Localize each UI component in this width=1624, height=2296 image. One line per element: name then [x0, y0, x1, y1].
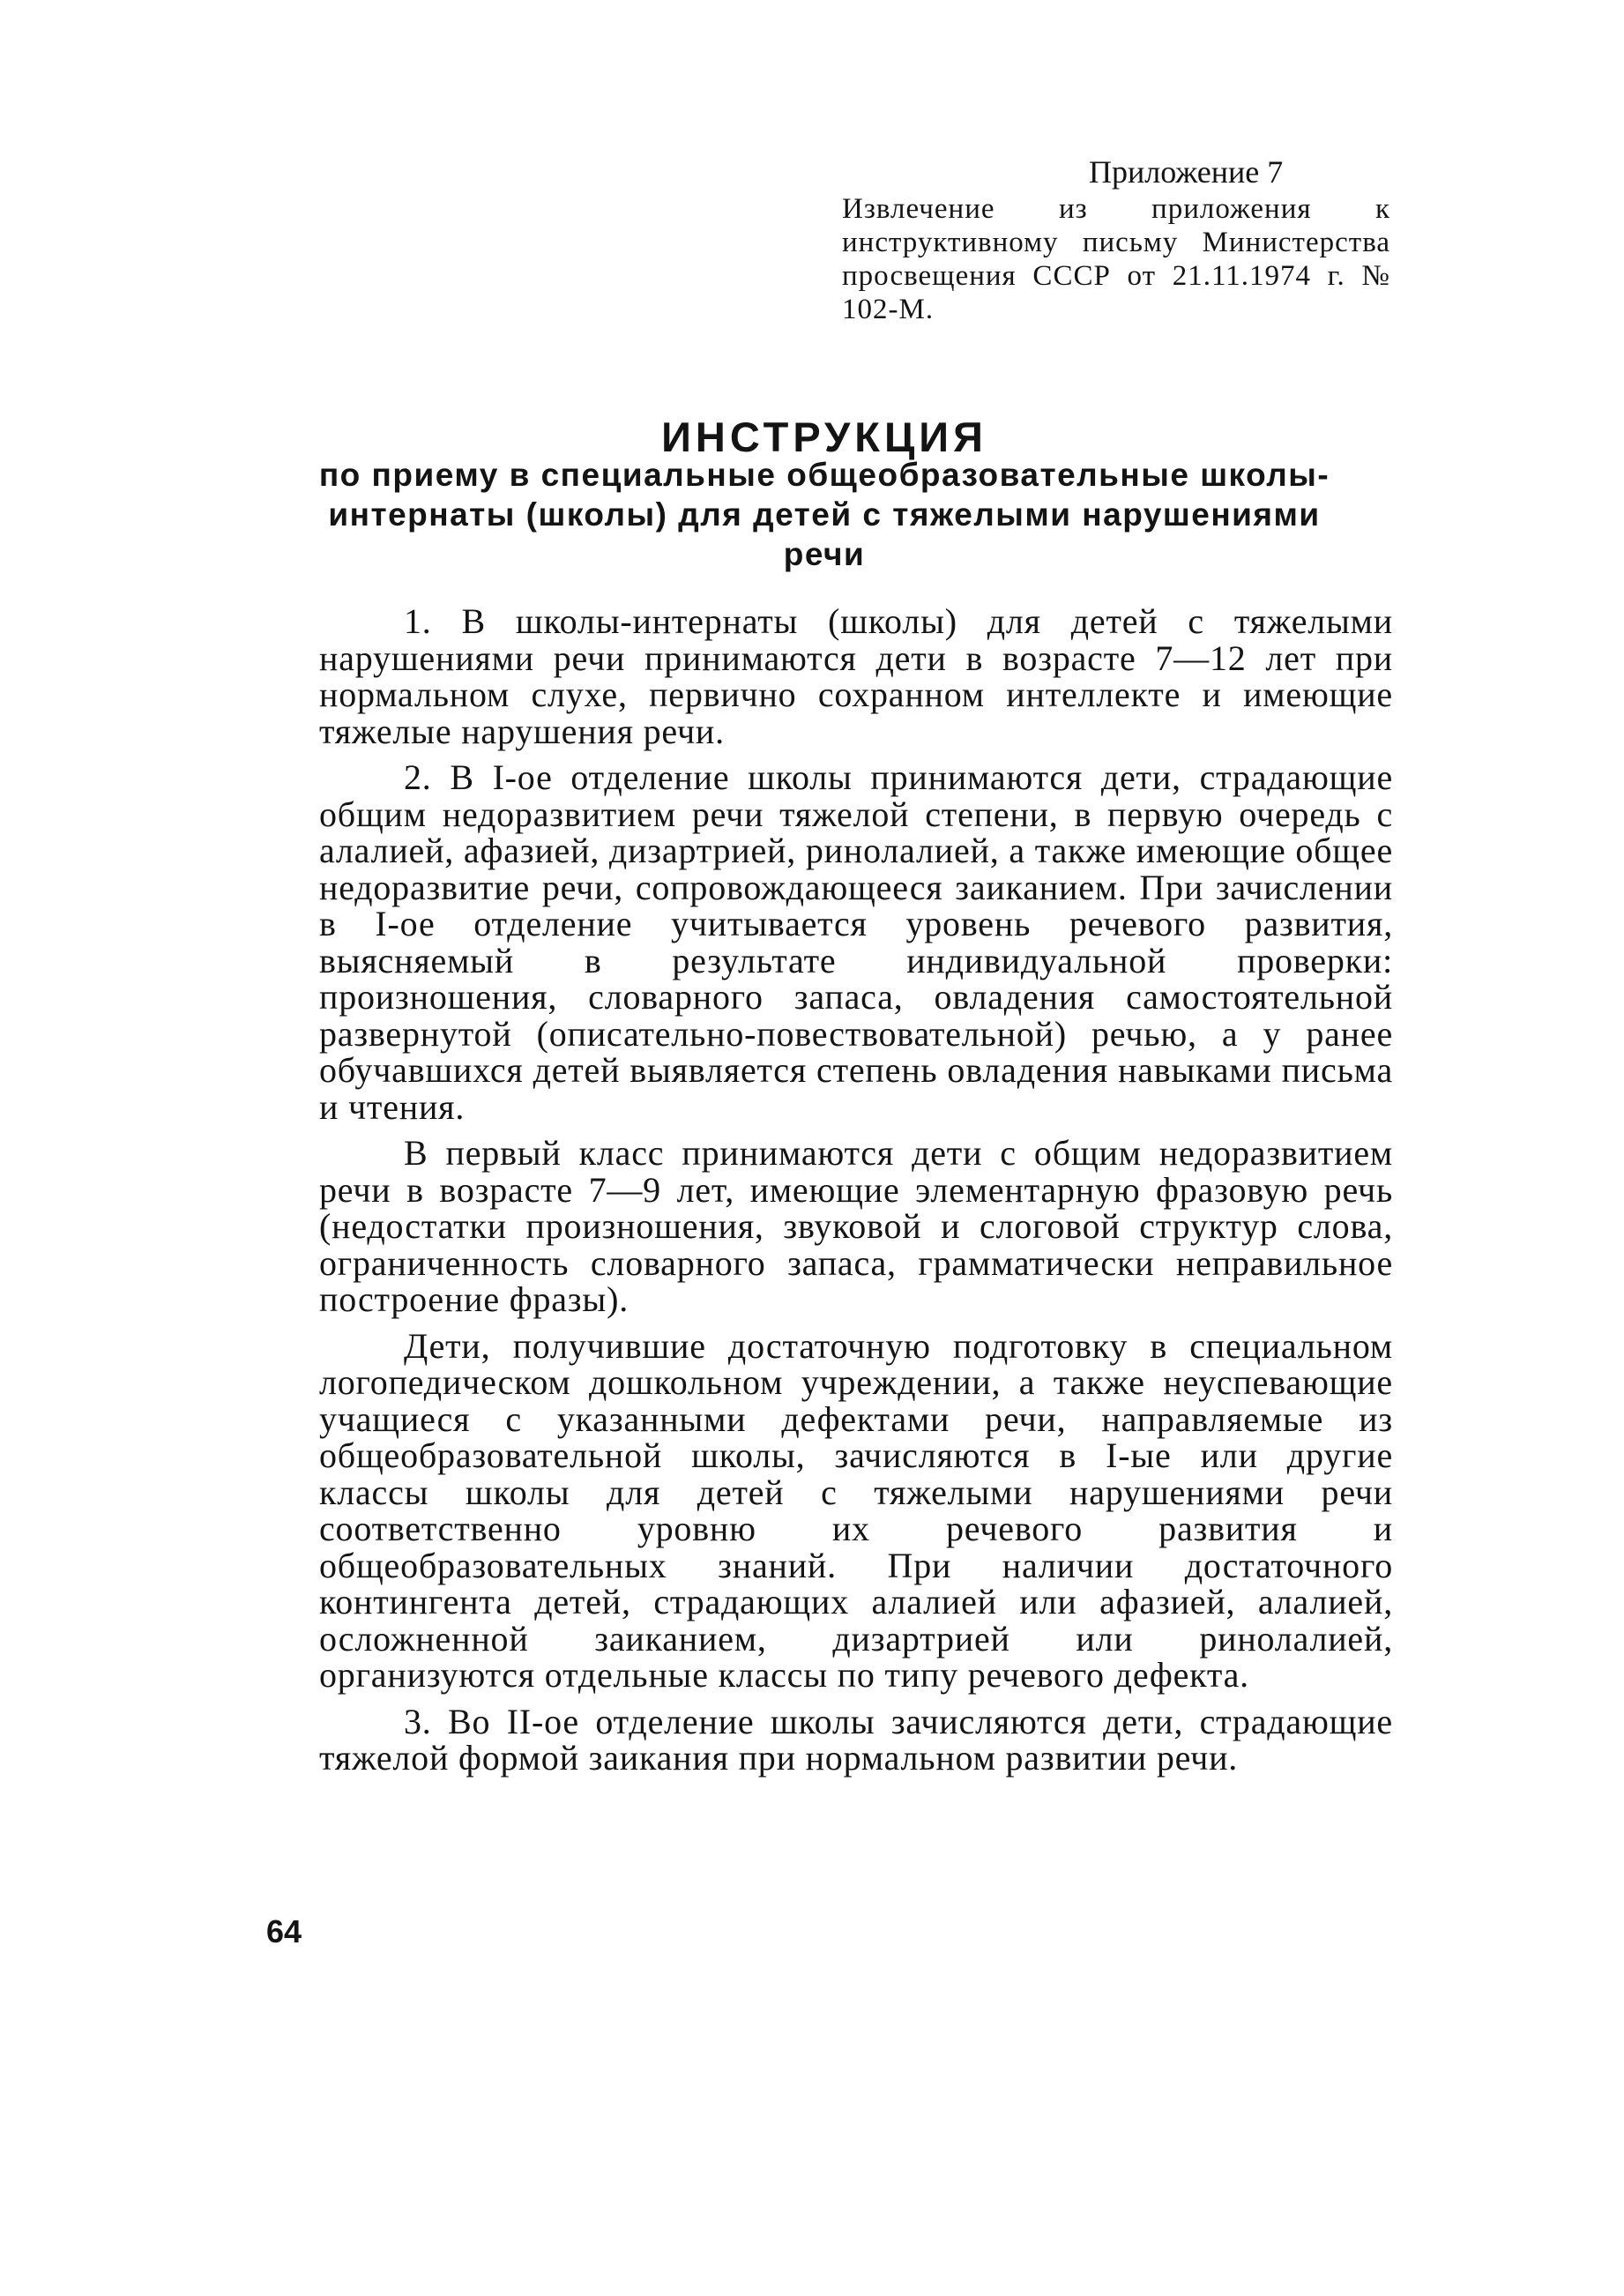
- appendix-note: [842, 155, 1390, 326]
- document-title: ИНСТРУКЦИЯ: [661, 414, 987, 460]
- document-body: [319, 603, 1393, 1786]
- paragraph: Дети, получившие достаточную подготовку в специальном логопедическом дошкольном учреждении, а также неуспевающие учащиеся с указанными дефектами речи, направляемые из общеобразовательной школы, зачисляются в I-ые или другие классы школы для детей с тяжелыми нарушениями речи соответственно уровню их речевого развития и общеобразовательных знаний. При наличии достаточного контингента детей, страдающих алалией или афазией, алалией, осложненной заиканием, дизартрией или ринолалией, организуются отдельные классы по типу речевого дефекта.: [319, 1325, 1393, 1695]
- appendix-label: Приложение 7: [1089, 154, 1284, 190]
- paragraph: 2. В I-ое отделение школы принимаются дети, страдающие общим недоразвитием речи тяжелой степени, в первую очередь с алалией, афазией, дизартрией, ринолалией, а также имеющие общее недоразвитие речи, сопровождающееся заиканием. При зачислении в I-ое отделение учитывается уровень речевого развития, выясняемый в результате индивидуальной проверки: произношения, словарного запаса, овладения самостоятельной развернутой (описательно-повествовательной) речью, а у ранее обучавшихся детей выявляется степень овладения навыками письма и чтения.: [319, 757, 1393, 1127]
- paragraph: 1. В школы-интернаты (школы) для детей с тяжелыми нарушениями речи принимаются дети в возрасте 7—12 лет при нормальном слухе, первично сохранном интеллекте и имеющие тяжелые нарушения речи.: [319, 601, 1393, 751]
- paragraph: В первый класс принимаются дети с общим недоразвитием речи в возрасте 7—9 лет, имеющие элементарную фразовую речь (недостатки произношения, звуковой и слоговой структур слова, ограниченность словарного запаса, грамматически неправильное построение фразы).: [319, 1133, 1393, 1319]
- paragraph: 3. Во II-ое отделение школы зачисляются дети, страдающие тяжелой формой заикания при нормальном развитии речи.: [319, 1701, 1393, 1778]
- document-subtitle: по приему в специальные общеобразовательные школы-интернаты (школы) для детей с тяжелыми нарушениями речи: [318, 457, 1330, 572]
- appendix-text: Извлечение из приложения к инструктивному письму Министерства просвещения СССР от 21.11.1974 г. № 102-М.: [842, 193, 1390, 325]
- page-number: 64: [266, 1913, 302, 1949]
